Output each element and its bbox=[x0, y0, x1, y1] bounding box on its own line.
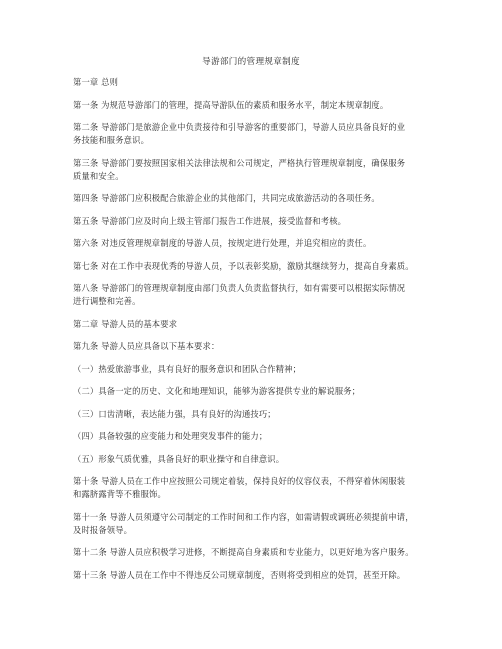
article-paragraph: 第十二条 导游人员应积极学习进修，不断提高自身素质和专业能力，以更好地为客户服务。 bbox=[73, 547, 414, 557]
article-paragraph: 第八条 导游部门的管理规章制度由部门负责人负责监督执行，如有需要可以根据实际情况 进行调整和完善。 bbox=[73, 283, 406, 306]
article-paragraph: 第一条 为规范导游部门的管理，提高导游队伍的素质和服务水平，制定本规章制度。 bbox=[73, 99, 389, 110]
list-item: （二）具备一定的历史、文化和地理知识，能够为游客提供专业的解说服务； bbox=[73, 386, 361, 396]
article-paragraph: 第七条 对在工作中表现优秀的导游人员，予以表彰奖励，激励其继续努力，提高自身素质。 bbox=[73, 260, 414, 271]
list-item: （一）热爱旅游事业，具有良好的服务意识和团队合作精神； bbox=[73, 363, 302, 374]
list-item: （四）具备较强的应变能力和处理突发事件的能力； bbox=[73, 431, 268, 441]
chapter-heading: 第二章 导游人员的基本要求 bbox=[73, 318, 178, 329]
article-paragraph: 第六条 对违反管理规章制度的导游人员，按规定进行处理，并追究相应的责任。 bbox=[73, 238, 372, 248]
article-paragraph: 第二条 导游部门是旅游企业中负责接待和引导游客的重要部门，导游人员应具备良好的业 务技能和服务意识。 bbox=[73, 122, 406, 145]
chapter-heading: 第一章 总则 bbox=[73, 77, 119, 87]
article-paragraph: 第十条 导游人员在工作中应按照公司规定着装，保持良好的仪容仪表，不得穿着休闲服装 和露脐露背等不雅服饰。 bbox=[73, 476, 406, 499]
article-paragraph: 第三条 导游部门要按照国家相关法律法规和公司规定，严格执行管理规章制度，确保服务 质量和安全。 bbox=[73, 157, 406, 181]
article-paragraph: 第十一条 导游人员须遵守公司制定的工作时间和工作内容，如需请假或调班必须提前申请， 及时报备领导。 bbox=[73, 511, 414, 535]
article-paragraph: 第五条 导游部门应及时向上级主管部门报告工作进展，接受监督和考核。 bbox=[73, 215, 347, 226]
document-body bbox=[73, 76, 437, 591]
list-item: （三）口齿清晰，表达能力强，具有良好的沟通技巧； bbox=[73, 408, 276, 419]
document-title: 导游部门的管理规章制度 bbox=[202, 57, 300, 67]
list-item: （五）形象气质优雅，具备良好的职业操守和自律意识。 bbox=[73, 453, 285, 464]
article-paragraph: 第九条 导游人员应具备以下基本要求： bbox=[73, 341, 220, 351]
article-paragraph: 第四条 导游部门应积极配合旅游企业的其他部门，共同完成旅游活动的各项任务。 bbox=[73, 193, 380, 203]
article-paragraph: 第十三条 导游人员在工作中不得违反公司规章制度，否则将受到相应的处罚，甚至开除。 bbox=[73, 569, 406, 580]
